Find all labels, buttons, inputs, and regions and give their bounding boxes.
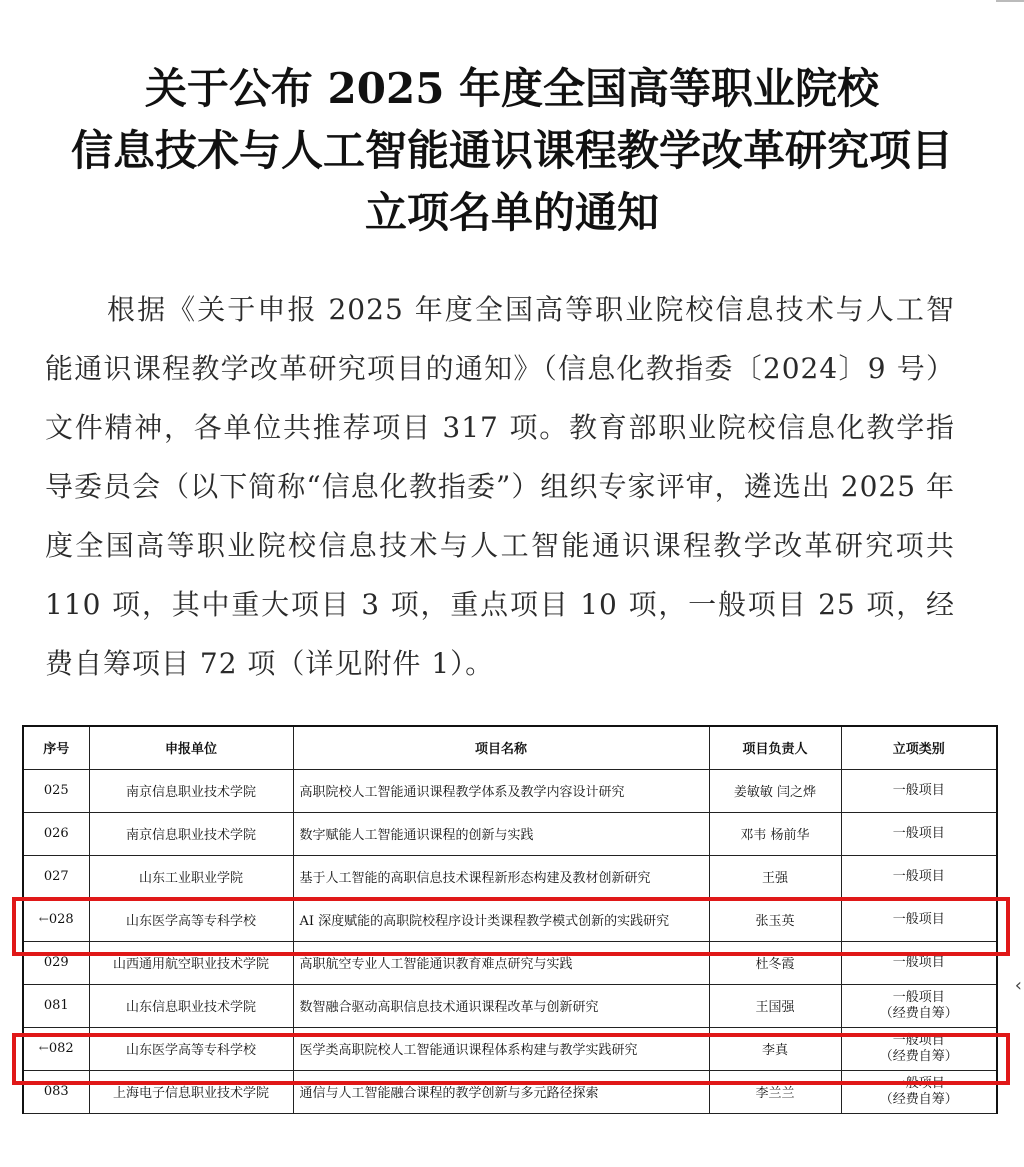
cell-project-name: AI 深度赋能的高职院校程序设计类课程教学模式创新的实践研究 bbox=[293, 898, 709, 941]
cell-leader: 王国强 bbox=[709, 984, 841, 1027]
cell-unit: 南京信息职业技术学院 bbox=[89, 769, 293, 812]
table-row bbox=[23, 812, 997, 855]
cell-category: 一般项目 bbox=[841, 812, 997, 855]
cell-seq: 025 bbox=[23, 769, 89, 812]
cell-seq: 029 bbox=[23, 941, 89, 984]
table-row bbox=[23, 1070, 997, 1113]
cell-leader: 王强 bbox=[709, 855, 841, 898]
cell-seq: 083 bbox=[23, 1070, 89, 1113]
header-unit: 申报单位 bbox=[89, 726, 293, 769]
arrow-icon: ← bbox=[38, 1041, 49, 1055]
cell-category: 一般项目 bbox=[841, 769, 997, 812]
cell-seq: 026 bbox=[23, 812, 89, 855]
cell-unit: 山东工业职业学院 bbox=[89, 855, 293, 898]
header-seq: 序号 bbox=[23, 726, 89, 769]
cell-project-name: 基于人工智能的高职信息技术课程新形态构建及教材创新研究 bbox=[293, 855, 709, 898]
cell-category: 一般项目 bbox=[841, 941, 997, 984]
cell-leader: 邓韦 杨前华 bbox=[709, 812, 841, 855]
notice-body-paragraph: 根据《关于申报 2025 年度全国高等职业院校信息技术与人工智能通识课程教学改革研究项目的通知》（信息化教指委〔2024〕9 号）文件精神，各单位共推荐项目 317 项。教育部职业院校信息化教学指导委员会（以下简称“信息化教指委”）组织专家评审，遴选出 2025 年度全国高等职业院校信息技术与人工智能通识课程教学改革研究项共 110 项，其中重大项目 3 项，重点项目 10 项，一般项目 25 项，经费自筹项目 72 项（详见附件 1）。 bbox=[45, 293, 955, 680]
header-leader: 项目负责人 bbox=[709, 726, 841, 769]
cell-project-name: 通信与人工智能融合课程的教学创新与多元路径探索 bbox=[293, 1070, 709, 1113]
cell-seq: ←028 bbox=[23, 898, 89, 941]
header-category: 立项类别 bbox=[841, 726, 997, 769]
notice-title bbox=[0, 58, 1024, 244]
table-row bbox=[23, 855, 997, 898]
cell-leader: 张玉英 bbox=[709, 898, 841, 941]
cell-unit: 山东信息职业技术学院 bbox=[89, 984, 293, 1027]
cell-project-name: 高职院校人工智能通识课程教学体系及教学内容设计研究 bbox=[293, 769, 709, 812]
corner-line-decoration bbox=[996, 0, 1024, 2]
cell-unit: 南京信息职业技术学院 bbox=[89, 812, 293, 855]
table-row bbox=[23, 1027, 997, 1070]
header-name: 项目名称 bbox=[293, 726, 709, 769]
cell-project-name: 数智融合驱动高职信息技术通识课程改革与创新研究 bbox=[293, 984, 709, 1027]
table-row bbox=[23, 898, 997, 941]
project-table-container bbox=[22, 725, 996, 1114]
arrow-icon: ← bbox=[38, 912, 49, 926]
cell-seq: ←082 bbox=[23, 1027, 89, 1070]
cell-category: 一般项目 （经费自筹） bbox=[841, 984, 997, 1027]
cell-unit: 上海电子信息职业技术学院 bbox=[89, 1070, 293, 1113]
cell-leader: 杜冬霞 bbox=[709, 941, 841, 984]
cell-category: 一般项目 （经费自筹） bbox=[841, 1027, 997, 1070]
cell-category: 一般项目 bbox=[841, 855, 997, 898]
cell-leader: 李兰兰 bbox=[709, 1070, 841, 1113]
cell-seq: 027 bbox=[23, 855, 89, 898]
cell-project-name: 高职航空专业人工智能通识教育难点研究与实践 bbox=[293, 941, 709, 984]
cell-seq: 081 bbox=[23, 984, 89, 1027]
title-line-2: 信息技术与人工智能通识课程教学改革研究项目 bbox=[70, 126, 953, 175]
project-table bbox=[22, 725, 998, 1114]
title-line-3: 立项名单的通知 bbox=[364, 188, 659, 237]
cell-unit: 山西通用航空职业技术学院 bbox=[89, 941, 293, 984]
cell-category: 一般项目 bbox=[841, 898, 997, 941]
title-line-1: 关于公布 2025 年度全国高等职业院校 bbox=[144, 64, 880, 113]
table-header-row bbox=[23, 726, 997, 769]
cell-project-name: 医学类高职院校人工智能通识课程体系构建与教学实践研究 bbox=[293, 1027, 709, 1070]
cell-leader: 李真 bbox=[709, 1027, 841, 1070]
table-row bbox=[23, 769, 997, 812]
cell-project-name: 数字赋能人工智能通识课程的创新与实践 bbox=[293, 812, 709, 855]
table-row bbox=[23, 984, 997, 1027]
cell-unit: 山东医学高等专科学校 bbox=[89, 1027, 293, 1070]
cell-unit: 山东医学高等专科学校 bbox=[89, 898, 293, 941]
cell-category: 一般项目 （经费自筹） bbox=[841, 1070, 997, 1113]
edge-chevron-icon: ‹ bbox=[1014, 975, 1022, 996]
table-row bbox=[23, 941, 997, 984]
cell-leader: 姜敏敏 闫之烨 bbox=[709, 769, 841, 812]
